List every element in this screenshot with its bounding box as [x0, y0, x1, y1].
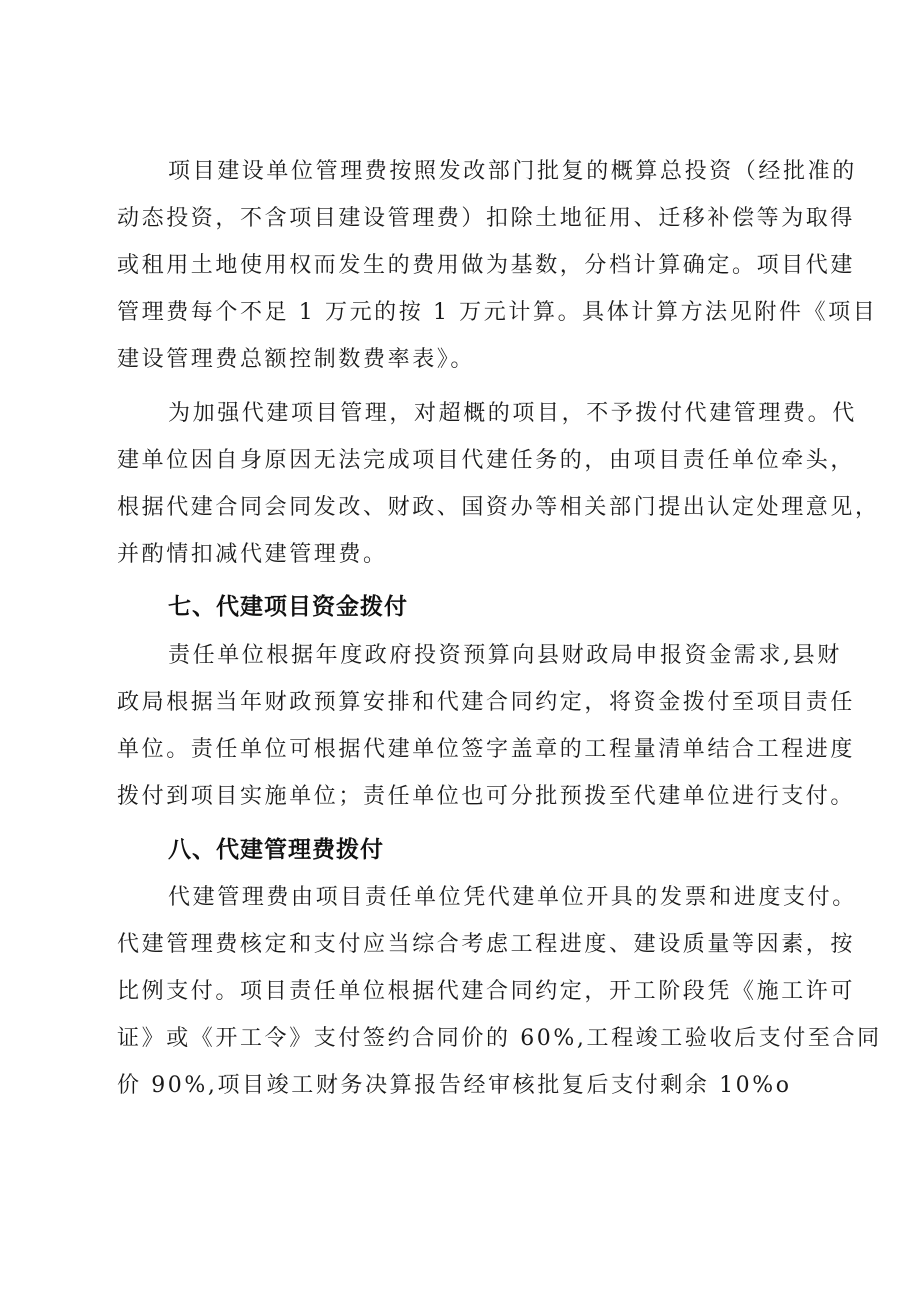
section-heading: 七、代建项目资金拨付	[168, 594, 408, 620]
paragraph-line: 建设管理费总额控制数费率表》。	[117, 347, 476, 372]
paragraph-line: 单位。责任单位可根据代建单位签字盖章的工程量清单结合工程进度	[117, 737, 856, 762]
paragraph-line: 动态投资，不含项目建设管理费）扣除土地征用、迁移补偿等为取得	[117, 206, 856, 231]
paragraph-line: 代建管理费由项目责任单位凭代建单位开具的发票和进度支付。	[168, 885, 857, 910]
paragraph-line: 拨付到项目实施单位；责任单位也可分批预拨至代建单位进行支付。	[117, 784, 856, 809]
paragraph-line: 责任单位根据年度政府投资预算向县财政局申报资金需求,县财	[168, 643, 842, 668]
paragraph-line: 价 90%,项目竣工财务决算报告经审核批复后支付剩余 10%o	[117, 1073, 792, 1098]
paragraph-line: 比例支付。项目责任单位根据代建合同约定，开工阶段凭《施工许可	[117, 979, 856, 1004]
paragraph-line: 或租用土地使用权而发生的费用做为基数，分档计算确定。项目代建	[117, 253, 856, 278]
paragraph-line: 为加强代建项目管理，对超概的项目，不予拨付代建管理费。代	[168, 401, 857, 426]
paragraph-line: 政局根据当年财政预算安排和代建合同约定，将资金拨付至项目责任	[117, 690, 856, 715]
paragraph-line: 管理费每个不足 1 万元的按 1 万元计算。具体计算方法见附件《项目	[117, 300, 878, 325]
paragraph-line: 并酌情扣减代建管理费。	[117, 542, 388, 567]
paragraph-line: 根据代建合同会同发改、财政、国资办等相关部门提出认定处理意见，	[117, 495, 880, 520]
paragraph-line: 建单位因自身原因无法完成项目代建任务的，由项目责任单位牵头，	[117, 448, 856, 473]
section-heading: 八、代建管理费拨付	[168, 837, 384, 863]
paragraph-line: 代建管理费核定和支付应当综合考虑工程进度、建设质量等因素，按	[117, 932, 856, 957]
paragraph-line: 证》或《开工令》支付签约合同价的 60%,工程竣工验收后支付至合同	[117, 1026, 882, 1051]
paragraph-line: 项目建设单位管理费按照发改部门批复的概算总投资（经批准的	[168, 159, 857, 184]
